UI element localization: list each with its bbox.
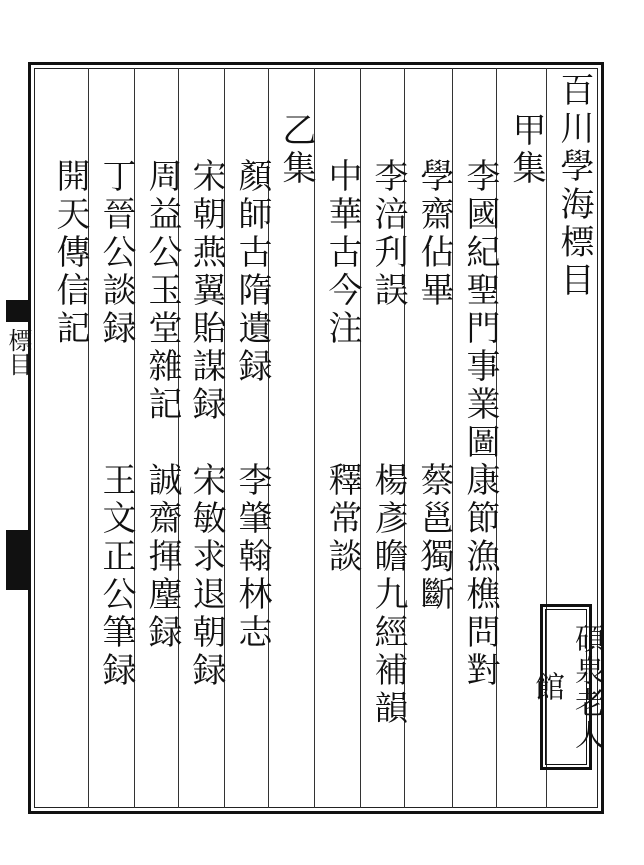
section-heading: 甲集 [506,112,546,188]
fold-title: 標目 [4,328,32,376]
list-item: 宋敏求退朝録 [186,462,226,690]
list-item: 李肇翰林志 [232,462,272,652]
section-heading: 乙集 [276,112,316,188]
list-item: 楊彥瞻九經補韻 [368,462,408,728]
fold-mark [6,530,30,590]
page-title: 百川學海標目 [554,72,594,300]
list-item: 開天傳信記 [50,158,90,348]
list-item: 周益公玉堂雜記 [142,158,182,424]
list-item: 王文正公筆録 [96,462,136,690]
list-item: 釋常談 [322,462,362,576]
list-item: 蔡邕獨斷 [414,462,454,614]
list-item: 宋朝燕翼貽謀録 [186,158,226,424]
list-item: 中華古今注 [322,158,362,348]
list-item: 李涪刋誤 [368,158,408,310]
fold-strip [0,300,30,630]
seal-text: 碩泉老人館 [545,609,587,765]
collector-seal [529,604,604,770]
list-item: 誠齋揮麈録 [142,462,182,652]
fold-mark [6,300,30,322]
list-item: 丁晉公談録 [96,158,136,348]
list-item: 顏師古隋遺録 [232,158,272,386]
list-item: 康節漁樵問對 [460,462,500,690]
list-item: 學齋佔畢 [414,158,454,310]
list-item: 李國紀聖門事業圖 [460,158,500,462]
